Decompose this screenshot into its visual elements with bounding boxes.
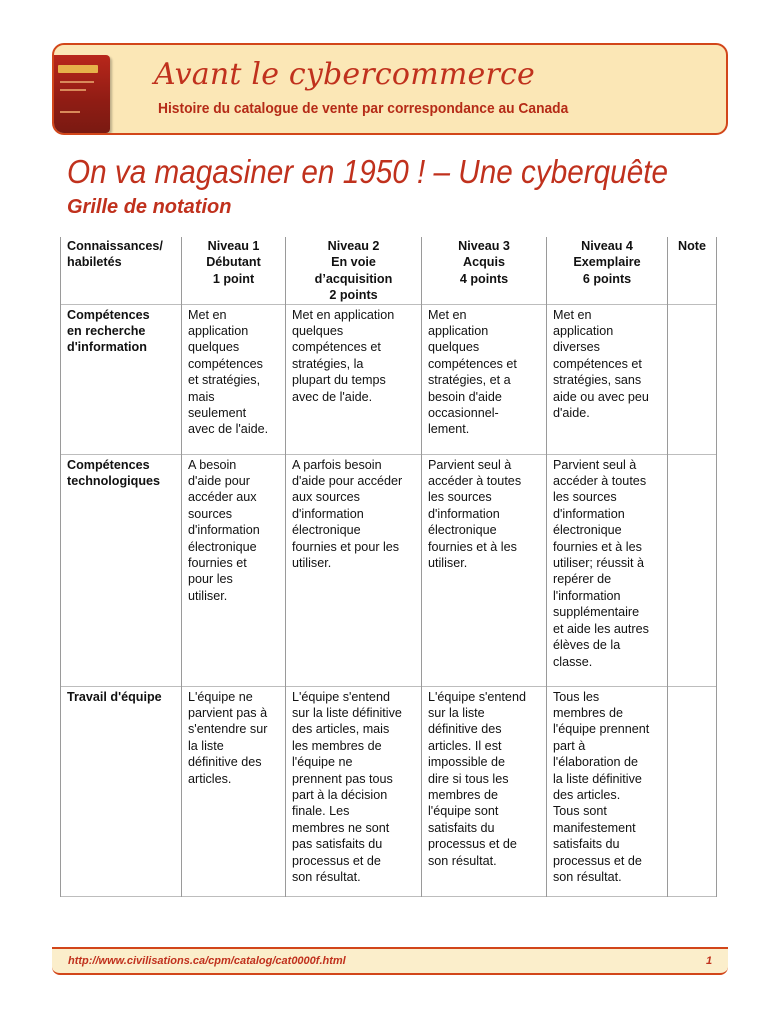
cell-line: des articles, mais [292, 722, 390, 737]
cell-line: Acquis [463, 255, 505, 270]
header-level-4 [547, 237, 668, 304]
cell-line: son résultat. [292, 870, 361, 885]
banner-subtitle: Histoire du catalogue de vente par correspondance au Canada [158, 100, 569, 117]
cell-line: s'entendre sur [188, 722, 268, 737]
cell-line: L'équipe s'entend [292, 689, 390, 704]
cell-line: son résultat. [553, 870, 622, 885]
cell-line: son résultat. [428, 853, 497, 868]
table-row [61, 304, 717, 454]
cell-line: diverses [553, 340, 600, 355]
header-criteria [61, 237, 182, 304]
cell-line: d'information [67, 340, 147, 355]
cell-line: définitive des [428, 722, 502, 737]
cell-line: 6 points [582, 271, 632, 286]
cell-line: quelques [292, 324, 344, 339]
cell-line: l'équipe prennent [553, 722, 650, 737]
cell-line: processus et de [553, 853, 642, 868]
cell-line: avec de l'aide. [188, 422, 269, 437]
cell-line: Niveau 1 [207, 239, 260, 253]
cell-line: compétences [188, 356, 263, 371]
cell-line: en recherche [67, 324, 146, 339]
cell-line: utiliser; réussit à [553, 556, 644, 571]
cell-line: électronique [188, 539, 257, 554]
note-cell[interactable] [668, 304, 717, 454]
cell-line: articles. Il est [428, 738, 502, 753]
cell-line: A besoin [188, 457, 237, 472]
cell-line: L'équipe ne [188, 689, 253, 704]
level-1-cell [182, 686, 286, 896]
cell-line: satisfaits du [553, 837, 620, 852]
cell-line: parvient pas à [188, 706, 268, 721]
cell-line: stratégies, la [292, 356, 364, 371]
cell-line: d’acquisition [314, 271, 393, 286]
cell-line: finale. Les [292, 804, 350, 819]
cell-line: part à [553, 738, 586, 753]
cell-line: repérer de [553, 572, 612, 587]
cell-line: Connaissances/ [67, 239, 163, 253]
banner-title: Avant le cybercommerce [154, 57, 535, 92]
cell-line: électronique [292, 523, 361, 538]
cell-line: électronique [428, 523, 497, 538]
note-cell[interactable] [668, 454, 717, 686]
cell-line: d'aide pour [188, 474, 250, 489]
cell-line: compétences et [292, 340, 381, 355]
page-title: On va magasiner en 1950 ! – Une cyberquête [67, 153, 668, 190]
cell-line: l'élaboration de [553, 755, 639, 770]
cell-line: élèves de la [553, 638, 621, 653]
cell-line: Met en [553, 307, 592, 322]
cell-line: Met en [428, 307, 467, 322]
table-row [61, 454, 717, 686]
cell-line: utiliser. [292, 556, 332, 571]
cell-line: fournies et à les [553, 539, 642, 554]
cell-line: quelques [188, 340, 240, 355]
cell-line: l'équipe sont [428, 804, 499, 819]
header-level-1 [182, 237, 286, 304]
footer-url-link[interactable]: http://www.civilisations.ca/cpm/catalog/cat0000f.html [68, 955, 346, 967]
cell-line: Niveau 4 [581, 239, 633, 253]
rubric-table [60, 237, 717, 897]
cell-line: sources [188, 506, 233, 521]
cell-line: stratégies, et a [428, 373, 511, 388]
cell-line: sur la liste [428, 706, 485, 721]
cell-line: 1 point [212, 271, 255, 286]
cell-line: Parvient seul à [428, 457, 512, 472]
header-note: Note [668, 237, 717, 304]
cell-line: d'information [428, 506, 500, 521]
cell-line: Débutant [206, 255, 261, 270]
cell-line: Tous les [553, 689, 600, 704]
cell-line: accéder aux [188, 490, 257, 505]
cell-line: électronique [553, 523, 622, 538]
cell-line: dire si tous les [428, 771, 509, 786]
level-2-cell [286, 454, 422, 686]
cell-line: prennent pas tous [292, 771, 393, 786]
cell-line: supplémentaire [553, 605, 640, 620]
level-2-cell [286, 686, 422, 896]
header-level-3 [422, 237, 547, 304]
cell-line: pour les [188, 572, 233, 587]
level-1-cell [182, 304, 286, 454]
cell-line: besoin d'aide [428, 389, 502, 404]
cell-line: plupart du temps [292, 373, 386, 388]
cell-line: technologiques [67, 474, 161, 489]
cell-line: l'équipe ne [292, 755, 353, 770]
cell-line: fournies et pour les [292, 539, 400, 554]
cell-line: 4 points [459, 271, 509, 286]
cell-line: processus et de [292, 853, 381, 868]
cell-line: et aide les autres [553, 621, 649, 636]
cell-line: fournies et à les [428, 539, 517, 554]
cell-line: A parfois besoin [292, 457, 382, 472]
level-4-cell [547, 304, 668, 454]
cell-line: Travail d'équipe [67, 689, 162, 704]
level-2-cell [286, 304, 422, 454]
cell-line: 2 points [329, 288, 378, 303]
cell-line: membres ne sont [292, 820, 390, 835]
cell-line: occasionnel- [428, 406, 499, 421]
cell-line: d'aide pour accéder [292, 474, 403, 489]
level-4-cell [547, 454, 668, 686]
cell-line: la liste [188, 738, 224, 753]
cell-line: impossible de [428, 755, 506, 770]
cell-line: d'information [188, 523, 260, 538]
criterion-cell [61, 304, 182, 454]
cell-line: aide ou avec peu [553, 389, 649, 404]
cell-line: les sources [553, 490, 617, 505]
cell-line: compétences et [428, 356, 517, 371]
cell-line: définitive des [188, 755, 262, 770]
cell-line: lement. [428, 422, 470, 437]
cell-line: d'aide. [553, 406, 590, 421]
cell-line: d'information [553, 506, 625, 521]
header-banner [52, 43, 728, 135]
cell-line: compétences et [553, 356, 642, 371]
cell-line: classe. [553, 654, 593, 669]
cell-line: habiletés [67, 255, 122, 270]
cell-line: des articles. [553, 788, 621, 803]
cell-line: fournies et [188, 556, 247, 571]
cell-line: Met en [188, 307, 227, 322]
cell-line: pas satisfaits du [292, 837, 383, 852]
cell-line: accéder à toutes [428, 474, 522, 489]
cell-line: Parvient seul à [553, 457, 637, 472]
cell-line: application [188, 324, 249, 339]
cell-line: membres de [428, 788, 498, 803]
cell-line: quelques [428, 340, 480, 355]
page-number: 1 [706, 955, 713, 967]
cell-line: stratégies, sans [553, 373, 642, 388]
cell-line: sur la liste définitive [292, 706, 402, 721]
cell-line: d'information [292, 506, 364, 521]
level-4-cell [547, 686, 668, 896]
cell-line: membres de [553, 706, 623, 721]
level-3-cell [422, 454, 547, 686]
cell-line: avec de l'aide. [292, 389, 373, 404]
cell-line: utiliser. [188, 588, 228, 603]
cell-line: satisfaits du [428, 820, 495, 835]
cell-line: En voie [331, 255, 376, 270]
note-cell[interactable] [668, 686, 717, 896]
cell-line: seulement [188, 406, 247, 421]
cell-line: aux sources [292, 490, 360, 505]
cell-line: application [553, 324, 614, 339]
cell-line: Exemplaire [573, 255, 641, 270]
cell-line: manifestement [553, 820, 636, 835]
cell-line: Compétences [67, 307, 150, 322]
cell-line: et stratégies, [188, 373, 261, 388]
level-3-cell [422, 304, 547, 454]
cell-line: Compétences [67, 457, 150, 472]
cell-line: Tous sont [553, 804, 607, 819]
cell-line: Niveau 3 [458, 239, 510, 253]
cell-line: l'information [553, 588, 621, 603]
cell-line: les membres de [292, 738, 382, 753]
cell-line: L'équipe s'entend [428, 689, 526, 704]
cell-line: mais [188, 389, 215, 404]
cell-line: Niveau 2 [327, 239, 380, 253]
cell-line: application [428, 324, 489, 339]
header-level-2 [286, 237, 422, 304]
criterion-cell [61, 686, 182, 896]
criterion-cell [61, 454, 182, 686]
cell-line: processus et de [428, 837, 517, 852]
cell-line: accéder à toutes [553, 474, 647, 489]
catalogue-cover-image [52, 55, 110, 133]
cell-line: articles. [188, 771, 232, 786]
level-1-cell [182, 454, 286, 686]
cell-line: part à la décision [292, 788, 388, 803]
cell-line: utiliser. [428, 556, 468, 571]
cell-line: les sources [428, 490, 492, 505]
table-header-row [61, 237, 717, 304]
cell-line: la liste définitive [553, 771, 642, 786]
table-row [61, 686, 717, 896]
section-title: Grille de notation [67, 196, 232, 218]
level-3-cell [422, 686, 547, 896]
cell-line: Met en application [292, 307, 395, 322]
